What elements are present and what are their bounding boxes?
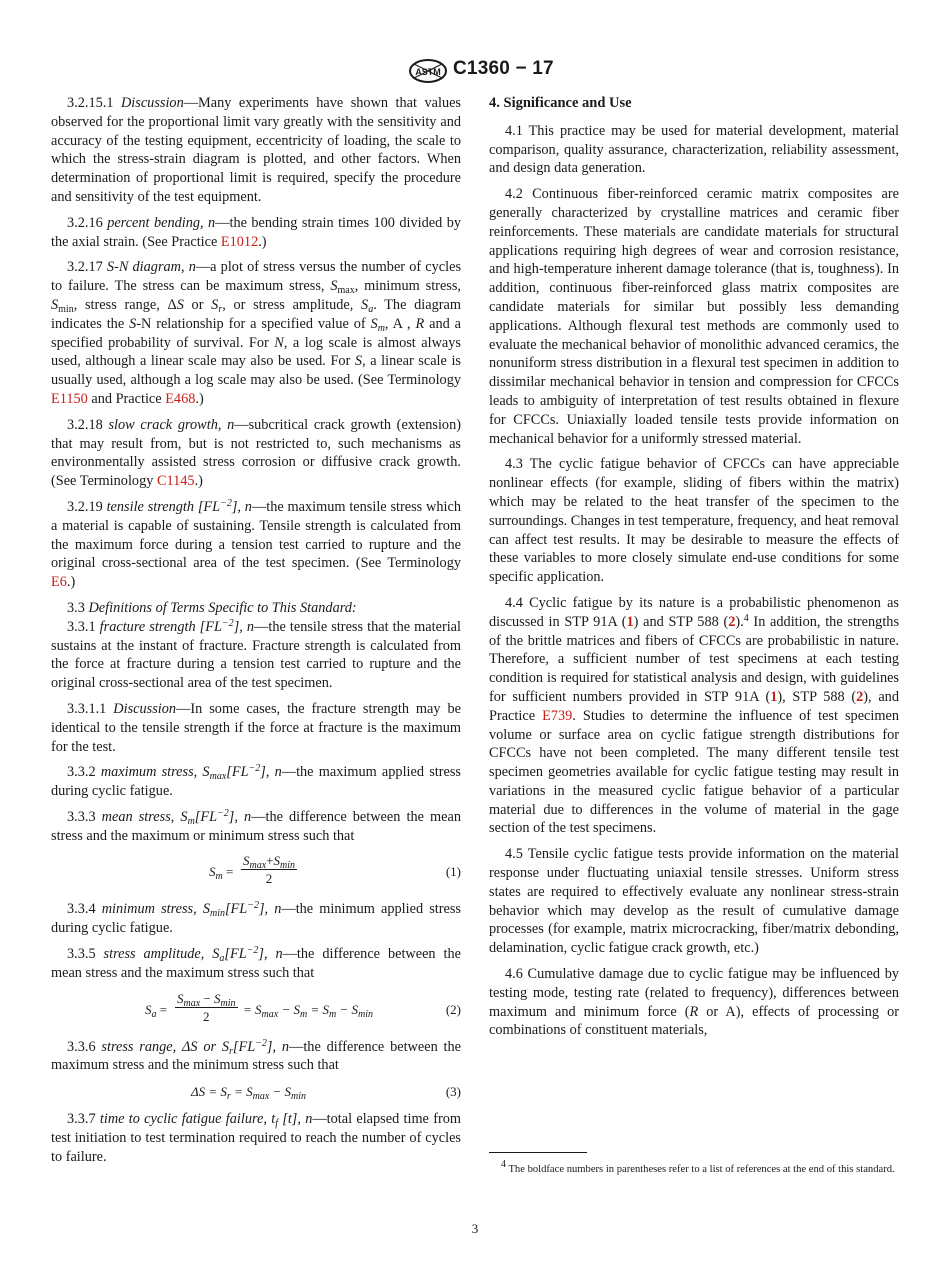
equation-2: $S_a$ = $S_{max} - S_{min}$ 2 = $S_{max} - S_m = S_m - S_{min}$ (2) xyxy=(145,990,461,1024)
para-4-5: 4.5 Tensile cyclic fatigue tests provide information on the material response under fluctuating uniaxial tensile stresses. Uniform stress states are required to effectively evaluate any nonlinear stress-strain behavior which may develop as the result of cumulative damage processes (for example, matrix microcracking, fiber/matrix debonding, delamination, cyclic fatigue crack growth, etc.) xyxy=(489,846,899,957)
para-3-2-17: 3.2.17 S-N diagram, n—a plot of stress versus the number of cycles to failure. The stress can be maximum stress, $S_{max}$, minimum stress, $S_{min}$, stress range, ΔS or $S_r$, or stress amplitude, $S_a$. The diagram indicates the S-N relationship for a specified value of $S_m$, A , R and a specified probability of survival. For N, a log scale is almost always used, although a linear scale may also be used. For S, a linear scale is usually used, although a log scale may also be used. (See Terminology E1150 and Practice E468.) xyxy=(51,259,462,407)
equation-2-label: (2) xyxy=(445,1001,461,1017)
footnote: $^4$ The boldface numbers in parentheses refer to a list of references at the end of this standard. xyxy=(501,1159,895,1175)
para-3-3-7: 3.3.7 time to cyclic fatigue failure, $t_f$ [t], n—total elapsed time from test initiation to test termination required to reach the number of cycles to failure. xyxy=(51,1111,461,1165)
para-3-2-16: 3.2.16 percent bending, n—the bending strain times 100 divided by the axial strain. (See Practice E1012.) xyxy=(51,214,461,250)
reference-1-link[interactable]: 1 xyxy=(626,613,634,630)
astm-logo-icon xyxy=(408,58,448,84)
ref-e1150-link[interactable]: E1150 xyxy=(51,390,88,407)
ref-e739-link[interactable]: E739 xyxy=(542,707,573,724)
para-4-1: 4.1 This practice may be used for material development, material comparison, quality assurance, characterization, reliability assessment, and design data generation. xyxy=(489,122,899,177)
document-id: C1360 − 17 xyxy=(453,58,554,79)
para-3-2-15-1: 3.2.15.1 Discussion—Many experiments have shown that values observed for the proportional limit vary greatly with the sensitivity and accuracy of the testing equipment, eccentricity of loading, the scale to which the stress-strain diagram is plotted, and other factors. When determination of proportional limit is required, specify the procedure and sensitivity of the test equipment. xyxy=(51,95,461,205)
para-3-2-18: 3.2.18 slow crack growth, n—subcritical crack growth (extension) that may result from, but is not restricted to, such mechanisms as environmentally assisted stress corrosion or diffusive crack growth. (See Terminology C1145.) xyxy=(51,416,461,490)
page-number: 3 xyxy=(471,1221,479,1236)
equation-1-label: (1) xyxy=(445,864,461,880)
footnote-marker: 4 xyxy=(743,612,749,624)
logo-text: ASTM xyxy=(415,67,441,77)
para-3-3-6: 3.3.6 stress range, ΔS or $S_r[FL^{-2}]$, n—the difference between the maximum stress and the minimum stress such that xyxy=(51,1037,461,1074)
equation-1: $S_m$ = $S_{max}+S_{min}$ 2 (1) xyxy=(209,853,461,887)
para-4-3: 4.3 The cyclic fatigue behavior of CFCCs can have appreciable nonlinear effects (for example, sliding of fibers within the matrix) which may be related to the heat transfer of the specimen to the surroundings. Changes in test temperature, frequency, and heat removal can affect test results. It may be desirable to measure the effects of these variables to more closely simulate end-use conditions for some specific application. xyxy=(489,456,899,586)
equation-3: $\Delta S = S_r = S_{max} - S_{min}$ (3) xyxy=(191,1084,461,1103)
para-3-2-19: 3.2.19 tensile strength $[FL^{-2}]$, n—the maximum tensile stress which a material is capable of sustaining. Tensile strength is calculated from the maximum force during a tension test carried to rupture and the original cross-sectional area of the test specimen. (See Terminology E6.) xyxy=(51,497,461,591)
left-column xyxy=(51,94,461,1174)
para-4-4: 4.4 Cyclic fatigue by its nature is a probabilistic phenomenon as discussed in STP 91A (1) and STP 588 (2).$^4$ In addition, the strengths of the brittle matrices and fibers of CFCCs are probabilistic in nature. Therefore, a sufficient number of test specimens at each testing condition is required for statistical analysis and design, with guidelines for sufficient numbers provided in STP 91A (1), STP 588 (2), and Practice E739. Studies to determine the influence of test specimen volume or surface area on cyclic fatigue strength distributions for CFCCs have not been completed. The many different tensile test specimen geometries available for cyclic fatigue testing may result in variations in the measured cyclic fatigue behavior of a particular material due to differences in the volume of material in the gage section of the test specimens. xyxy=(489,594,900,837)
para-3-3: 3.3 Definitions of Terms Specific to This Standard: xyxy=(67,599,357,616)
ref-e468-link[interactable]: E468 xyxy=(165,390,196,407)
reference-2-link-b[interactable]: 2 xyxy=(856,688,864,705)
para-3-3-4: 3.3.4 minimum stress, $S_{min}[FL^{-2}]$, n—the minimum applied stress during cyclic fatigue. xyxy=(51,900,461,937)
para-3-3-1-1: 3.3.1.1 Discussion—In some cases, the fracture strength may be identical to the tensile strength if the force at fracture is the maximum for the test. xyxy=(51,700,462,755)
para-3-3-1: 3.3.1 fracture strength $[FL^{-2}]$, n—the tensile stress that the material sustains at the instant of fracture. Fracture strength is calculated from the force at fracture during a tension test carried to rupture and the original cross-sectional area of the test specimen. xyxy=(51,617,461,692)
para-3-3-3: 3.3.3 mean stress, $S_m[FL^{-2}]$, n—the difference between the mean stress and the maximum or minimum stress such that xyxy=(51,807,461,844)
para-4-6: 4.6 Cumulative damage due to cyclic fatigue may be influenced by testing mode, testing rate (related to frequency), differences between maximum and minimum force (R or A), effects of processing or combinations of constituent materials, xyxy=(489,966,899,1039)
page-header xyxy=(0,56,950,86)
ref-e6-link[interactable]: E6 xyxy=(51,574,67,591)
para-4-2: 4.2 Continuous fiber-reinforced ceramic matrix composites are generally characterized by crystalline matrices and ceramic fiber reinforcements. These materials are candidate materials for structural applications requiring high degrees of wear and corrosion resistance, and high-temperature inherent damage tolerance (that is, toughness). In addition, continuous fiber-reinforced glass matrix composites are candidate materials for similar but possibly less demanding applications. Although flexural test methods are commonly used to evaluate the mechanical behavior of monolithic advanced ceramics, the nonuniform stress distribution in a flexural test specimen in addition to dissimilar mechanical behavior in tension and compression for CFCCs leads to ambiguity of interpretation of test results obtained in flexure for CFCCs. Uniaxially loaded tensile tests provide information on mechanical behavior for a uniformly stressed material. xyxy=(489,186,899,447)
right-column xyxy=(489,94,899,1047)
footnote-divider xyxy=(489,1152,587,1153)
para-3-3-2: 3.3.2 maximum stress, $S_{max}[FL^{-2}]$, n—the maximum applied stress during cyclic fatigue. xyxy=(51,763,461,800)
reference-1-link-b[interactable]: 1 xyxy=(770,688,778,705)
equation-3-label: (3) xyxy=(445,1084,461,1100)
para-3-3-5: 3.3.5 stress amplitude, $S_a[FL^{-2}]$, n—the difference between the mean stress and the maximum stress such that xyxy=(51,945,461,981)
ref-c1145-link[interactable]: C1145 xyxy=(156,473,195,490)
section-title: 4. Significance and Use xyxy=(489,95,632,111)
ref-e1012-link[interactable]: E1012 xyxy=(220,233,259,250)
reference-2-link[interactable]: 2 xyxy=(728,613,736,630)
